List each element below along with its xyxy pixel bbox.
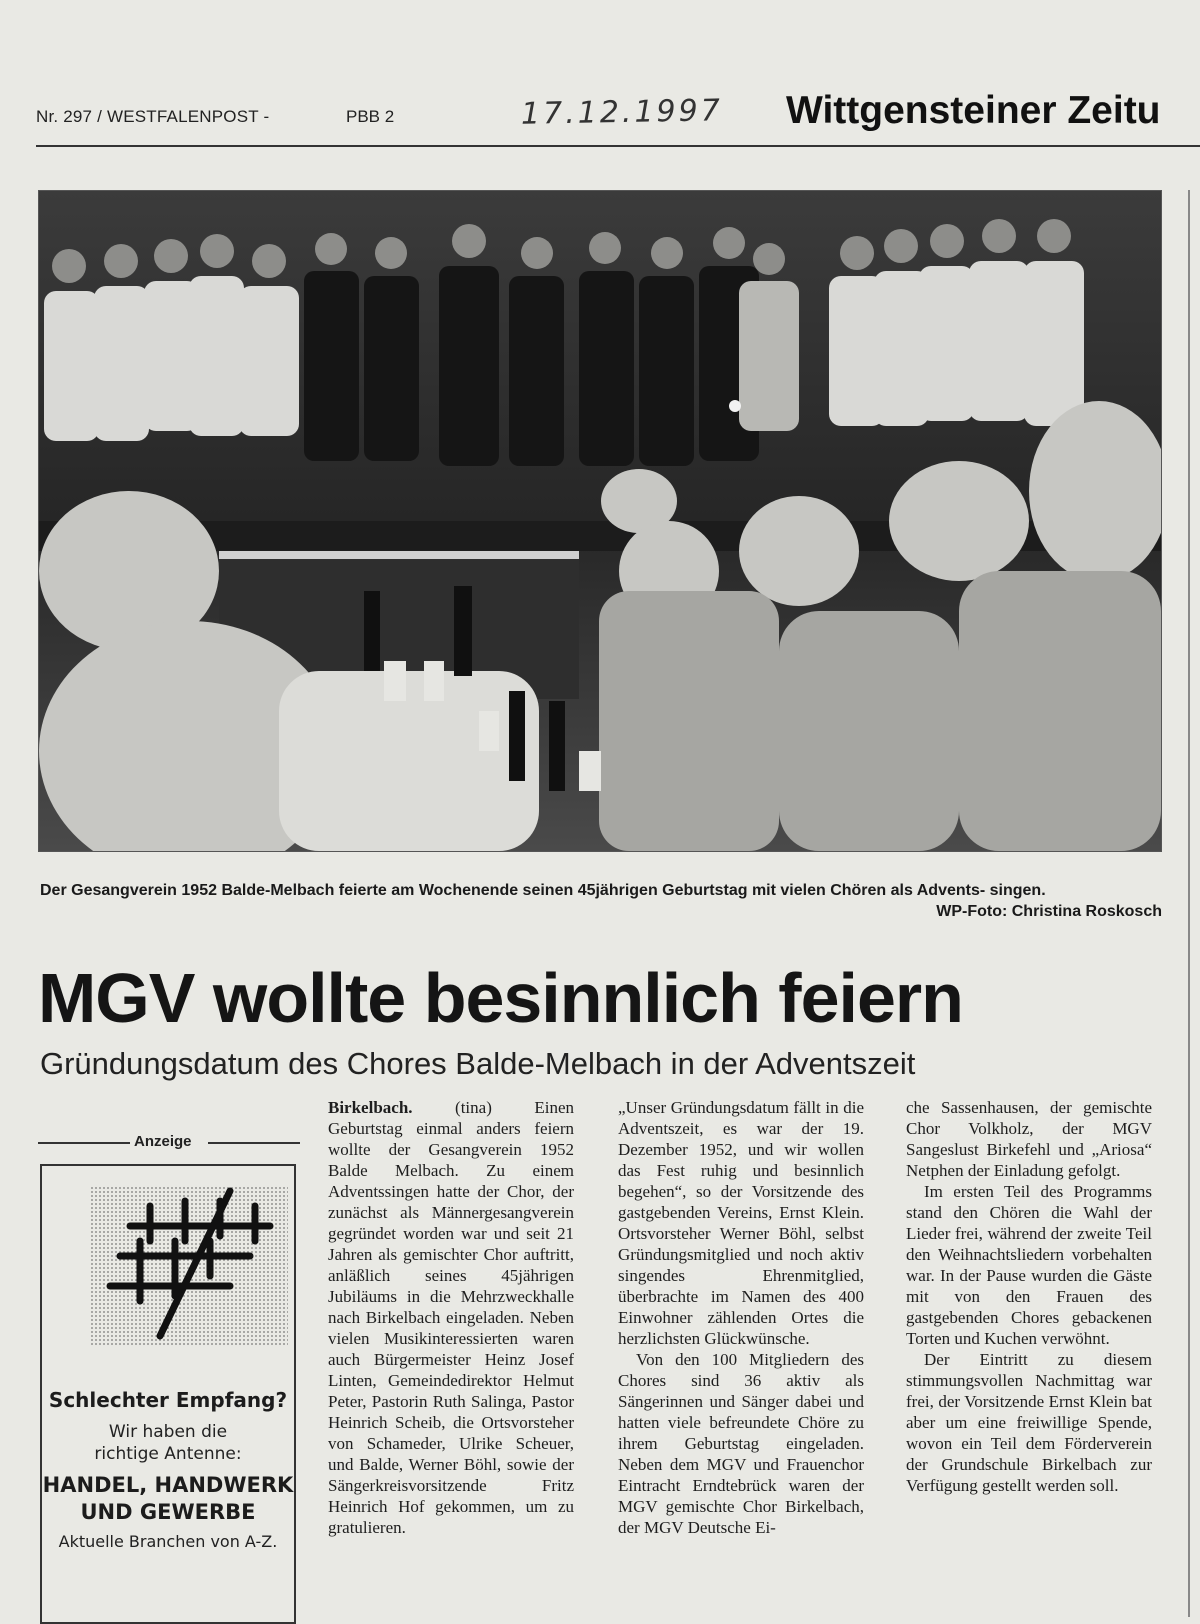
ad-label-rule-right xyxy=(208,1142,300,1144)
article-paragraph: Im ersten Teil des Programms stand den Chören die Wahl der Lieder frei, während der zweite Teil den Weihnachtsliedern vorbehalten war. In der Pause wurden die Gäste mit von den Frauen des gastgebenden Chores gebackenen Torten und Kuchen verwöhnt. xyxy=(906,1182,1152,1348)
ad-label: Anzeige xyxy=(130,1133,196,1150)
right-edge-rule xyxy=(1188,190,1190,1617)
ad-label-rule-left xyxy=(38,1142,130,1144)
article-subheadline: Gründungsdatum des Chores Balde-Melbach in der Adventszeit xyxy=(40,1046,916,1081)
article-dateline: Birkelbach. xyxy=(328,1098,413,1117)
newspaper-name: Wittgensteiner Zeitu xyxy=(786,89,1161,132)
ad-tagline-line1: Wir haben die xyxy=(108,1422,228,1442)
ad-tagline xyxy=(42,1421,294,1465)
photo-credit: WP-Foto: Christina Roskosch xyxy=(936,903,1162,920)
ad-tagline-line2: richtige Antenne: xyxy=(94,1444,242,1464)
advertisement xyxy=(40,1164,296,1624)
ad-title xyxy=(42,1472,294,1526)
issue-number: Nr. 297 / WESTFALENPOST - xyxy=(36,107,270,126)
article-headline: MGV wollte besinnlich feiern xyxy=(38,959,963,1037)
masthead xyxy=(36,89,1200,147)
choir-photo-illustration xyxy=(39,191,1161,851)
photo-caption: Der Gesangverein 1952 Balde-Melbach feierte am Wochenende seinen 45jährigen Geburtstag mit vielen Chören als Advents- singen. xyxy=(40,882,1046,899)
ad-title-line1: HANDEL, HANDWERK xyxy=(42,1473,294,1497)
article-paragraph: che Sassenhausen, der gemischte Chor Volkholz, der MGV Sangeslust Birkefehl und „Ariosa“ Netphen der Einladung gefolgt. xyxy=(906,1098,1152,1180)
article-column-1 xyxy=(328,1097,574,1617)
ad-footer: Aktuelle Branchen von A-Z. xyxy=(58,1532,278,1551)
article-photo xyxy=(38,190,1162,852)
article-paragraph: „Unser Gründungsdatum fällt in die Adventszeit, es war der 19. Dezember 1952, und wir wollen das Fest ruhig und besinnlich begehen“, so der Vorsitzende des gastgebenden Vereins, Ernst Klein. Ortsvorsteher Werner Böhl, selbst Gründungsmitglied und noch aktiv singendes Ehrenmitglied, überbrachte im Namen des 400 Einwohner zählenden Ortes die herzlichsten Glückwünsche. xyxy=(618,1098,864,1348)
ad-title-line2: UND GEWERBE xyxy=(80,1500,256,1524)
masthead-rule xyxy=(36,145,1200,147)
article-column-2 xyxy=(618,1097,864,1617)
article-column-3 xyxy=(906,1097,1152,1617)
page-section: PBB 2 xyxy=(346,107,395,126)
ad-section-label xyxy=(38,1133,300,1153)
handwritten-date: 17.12.1997 xyxy=(520,93,724,132)
article-text: (tina) Einen Geburtstag einmal anders feiern wollte der Gesangverein 1952 Balde Melbach. Zu einem Adventssingen hatte der Chor, der zunächst als Männergesangverein gegründet worden war und seit 21 Jahren als gemischter Chor auftritt, anläßlich seines 45jährigen Jubiläums in die Mehrzweckhalle nach Birkelbach eingeladen. Neben vielen Musikinteressierten waren auch Bürgermeister Heinz Josef Linten, Gemeindedirektor Helmut Peter, Pastorin Ruth Salinga, Pastor Heinrich Scheib, die Ortsvorsteher von Schameder, Ulrike Scheuer, und Balde, Werner Böhl, sowie der Sängerkreisvorsitzende Fritz Heinrich Hof gekommen, um zu gratulieren. xyxy=(328,1098,574,1537)
article-paragraph xyxy=(328,1097,574,1538)
ad-headline: Schlechter Empfang? xyxy=(48,1388,288,1412)
antenna-icon xyxy=(90,1186,288,1346)
article-paragraph: Der Eintritt zu diesem stimmungsvollen Nachmittag war frei, der Vorsitzende Ernst Klein bat aber um eine freiwillige Spende, wovon ein Teil dem Förderverein der Grundschule Birkelbach zur Verfügung gestellt werden soll. xyxy=(906,1350,1152,1495)
article-paragraph: Von den 100 Mitgliedern des Chores sind 36 aktiv als Sängerinnen und Sänger dabei und hatten viele befreundete Chöre zu ihrem Geburtstag eingeladen. Neben dem MGV und Frauenchor Eintracht Erndtebrück waren der MGV gemischte Chor Birkelbach, der MGV Deutsche Ei- xyxy=(618,1350,864,1537)
